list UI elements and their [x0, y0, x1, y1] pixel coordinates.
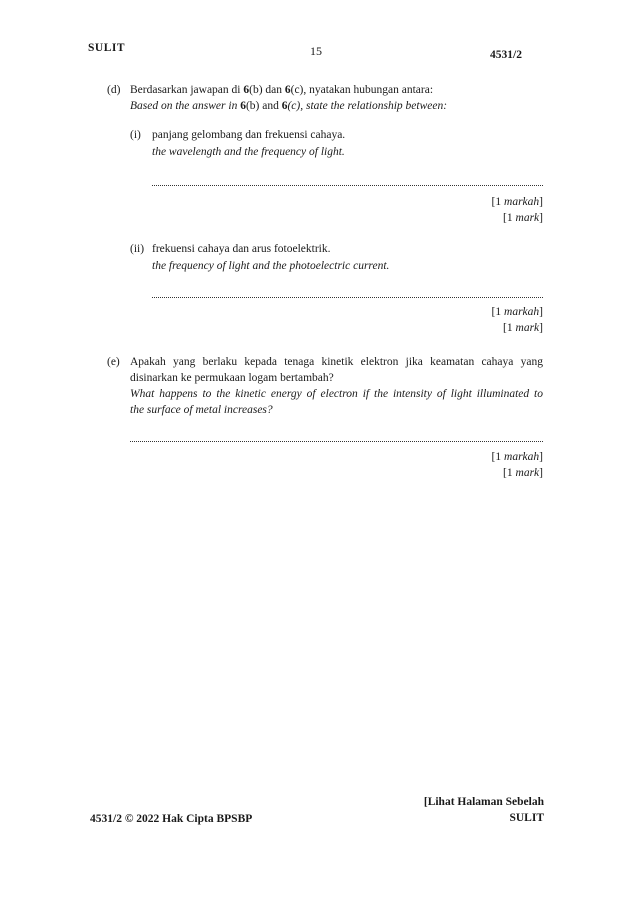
sub-i-mark-eng-open: [1 — [503, 212, 516, 224]
sub-ii-mark-eng-close: ] — [539, 322, 543, 334]
part-e-english-line-1: What happens to the kinetic energy of electron if the intensity of light illuminated to — [130, 388, 543, 400]
sub-ii-mark-malay-open: [1 — [491, 306, 505, 318]
part-d-english-prefix: Based on the answer in — [130, 100, 241, 112]
part-e-mark-eng-word: mark — [515, 467, 540, 479]
sub-i-mark-malay-word: markah — [504, 196, 540, 208]
part-e-mark-eng-open: [1 — [503, 467, 516, 479]
part-e-mark-english — [503, 465, 543, 481]
sub-i-english: the wavelength and the frequency of light. — [152, 146, 345, 158]
part-d-eref-1-tail: (b) and — [245, 100, 282, 112]
part-d-ref-1: 6 — [243, 84, 250, 96]
part-d-eref-2: 6 — [281, 100, 288, 112]
part-e-mark-malay-open: [1 — [491, 451, 505, 463]
sub-i-mark-malay-open: [1 — [491, 196, 505, 208]
sub-ii-mark-malay-close: ] — [539, 306, 543, 318]
footer-sulit: SULIT — [509, 812, 544, 824]
sub-ii-mark-eng-open: [1 — [503, 322, 516, 334]
sub-i-mark-eng-word: mark — [515, 212, 540, 224]
sub-i-mark-malay — [492, 194, 543, 210]
footer-copyright: 4531/2 © 2022 Hak Cipta BPSBP — [90, 813, 253, 825]
part-e-malay-line-1: Apakah yang berlaku kepada tenaga kinetik elektron jika keamatan cahaya yang — [130, 356, 543, 368]
sub-i-answer-line[interactable] — [152, 185, 543, 186]
sub-ii-mark-malay-word: markah — [504, 306, 540, 318]
part-e-malay-line-2: disinarkan ke permukaan logam bertambah? — [130, 372, 334, 384]
sub-i-mark-malay-close: ] — [539, 196, 543, 208]
sub-ii-answer-line[interactable] — [152, 297, 543, 298]
footer-next-page: [Lihat Halaman Sebelah — [423, 796, 544, 808]
sub-ii-malay: frekuensi cahaya dan arus fotoelektrik. — [152, 243, 331, 255]
part-e-mark-malay-close: ] — [539, 451, 543, 463]
sub-ii-label: (ii) — [130, 243, 145, 255]
part-d-label: (d) — [107, 84, 121, 96]
header-sulit: SULIT — [88, 42, 126, 54]
part-e-mark-eng-close: ] — [539, 467, 543, 479]
sub-ii-mark-english — [503, 320, 543, 336]
header-paper-code: 4531/2 — [490, 49, 522, 61]
part-d-english — [130, 98, 447, 114]
sub-ii-mark-eng-word: mark — [515, 322, 540, 334]
part-d-malay — [130, 82, 433, 98]
part-d-ref-2-tail: (c), nyatakan hubungan antara: — [290, 84, 434, 96]
sub-i-malay: panjang gelombang dan frekuensi cahaya. — [152, 129, 346, 141]
sub-i-mark-eng-close: ] — [539, 212, 543, 224]
page-number: 15 — [310, 44, 322, 58]
sub-ii-english: the frequency of light and the photoelectric current. — [152, 260, 390, 272]
part-e-answer-line[interactable] — [130, 441, 543, 442]
part-e-label: (e) — [107, 356, 120, 368]
part-d-eref-2-tail: (c), state the relationship between: — [287, 100, 448, 112]
part-d-ref-2: 6 — [284, 84, 291, 96]
part-d-malay-prefix: Berdasarkan jawapan di — [130, 84, 244, 96]
part-d-ref-1-tail: (b) dan — [249, 84, 285, 96]
part-e-mark-malay — [492, 449, 543, 465]
part-e-mark-malay-word: markah — [504, 451, 540, 463]
sub-ii-mark-malay — [492, 304, 543, 320]
part-e-english-line-2: the surface of metal increases? — [130, 404, 273, 416]
sub-i-label: (i) — [130, 129, 141, 141]
part-d-eref-1: 6 — [240, 100, 246, 112]
sub-i-mark-english — [503, 210, 543, 226]
